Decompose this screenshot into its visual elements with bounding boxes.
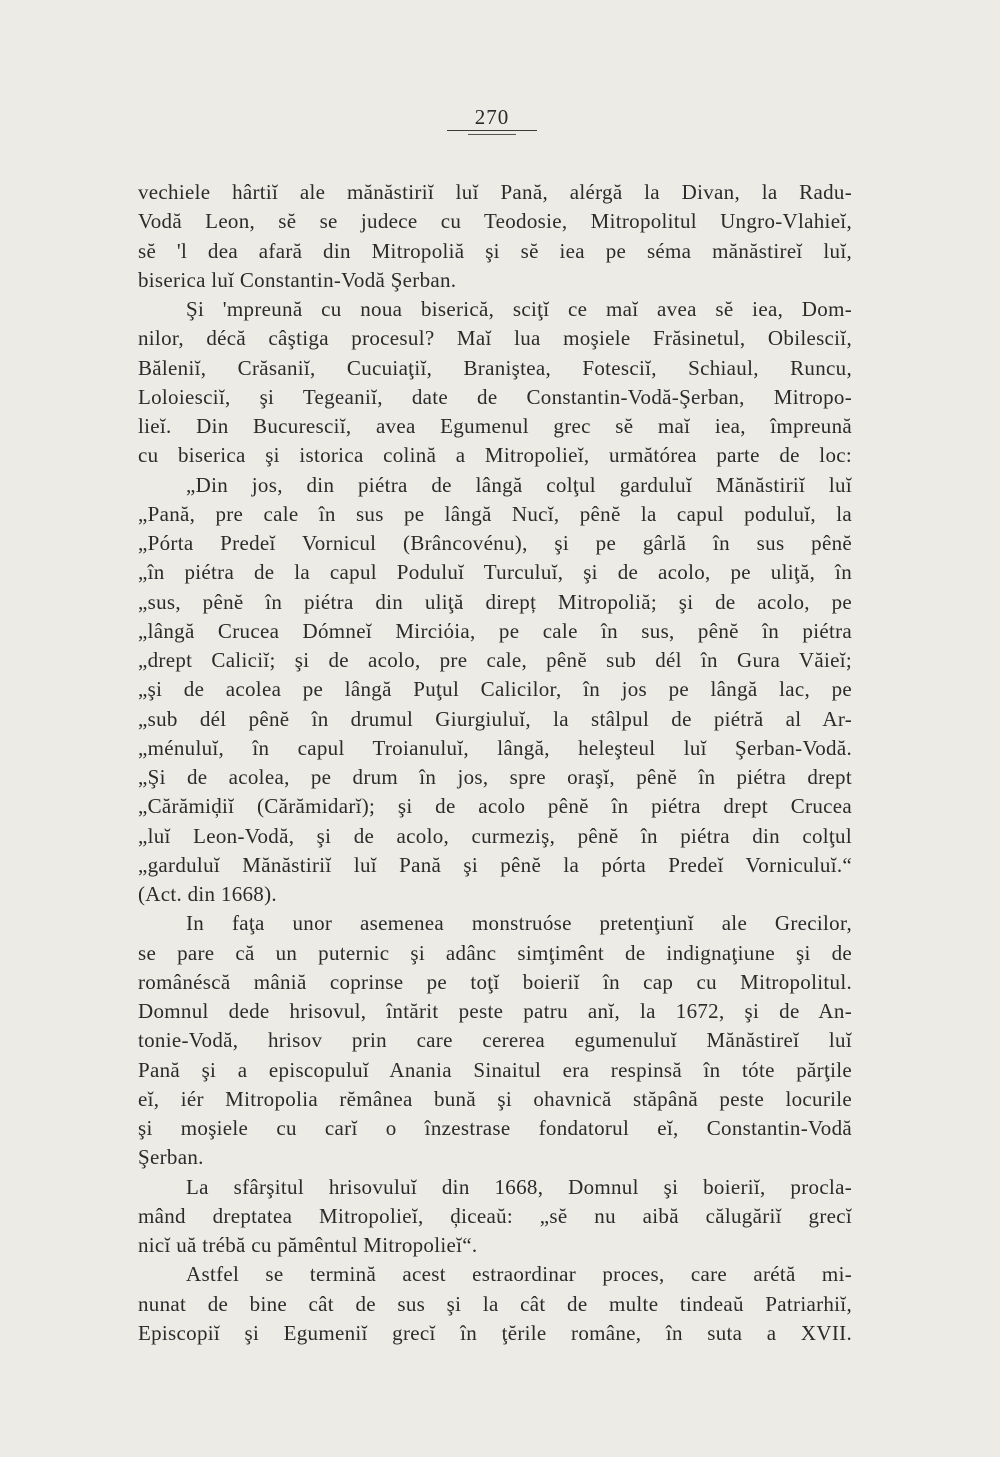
text-line: „sus, pênĕ în piétra din uliţă direpț Mitropoliă; şi de acolo, pe [138, 589, 852, 614]
text-line: Vodă Leon, sĕ se judece cu Teodosie, Mitropolitul Ungro-Vlahieĭ, [138, 209, 852, 234]
text-line: se pare că un puternic şi adânc simţimênt de indignaţiune şi de [138, 940, 852, 965]
text-line: nicĭ uă trébă cu pămêntul Mitropolieĭ“. [138, 1233, 478, 1257]
text-line: românéscă mâniă coprinse pe toţĭ boieriĭ în cap cu Mitropolitul. [138, 969, 852, 994]
text-line: „şi de acolea pe lângă Puţul Calicilor, în jos pe lângă lac, pe [138, 677, 852, 702]
text-line: Astfel se termină acest estraordinar proces, care arétă mi- [186, 1262, 852, 1287]
page-number: 270 [474, 105, 510, 129]
text-line: Pană şi a episcopuluĭ Anania Sinaitul era respinsă în tóte părţile [138, 1057, 852, 1082]
text-line: (Act. din 1668). [138, 882, 277, 906]
text-line: La sfârşitul hrisovuluĭ din 1668, Domnul şi boieriĭ, procla- [186, 1174, 852, 1199]
body-text [138, 178, 852, 1348]
text-line: cu biserica şi istorica colină a Mitropolieĭ, următórea parte de loc: [138, 443, 852, 468]
text-line: In faţa unor asemenea monstruóse pretenţiunĭ ale Grecilor, [186, 911, 852, 936]
text-line: Loloiesciĭ, şi Tegeaniĭ, date de Constantin-Vodă-Şerban, Mitropo- [138, 384, 852, 409]
text-line: Şerban. [138, 1145, 204, 1170]
text-line: Domnul dede hrisovul, întărit peste patru anĭ, la 1672, şi de An- [138, 999, 852, 1023]
text-line: „Pórta Predeĭ Vornicul (Brâncovénu), şi pe gârlă în sus pênĕ [138, 531, 852, 555]
text-line: „luĭ Leon-Vodă, şi de acolo, curmeziş, pênĕ în piétra din colţul [138, 823, 852, 848]
text-line: „drept Caliciĭ; şi de acolo, pre cale, pênĕ sub dél în Gura Văieĭ; [138, 648, 852, 672]
header-rule-short [468, 134, 516, 135]
text-line: „garduluĭ Mănăstiriĭ luĭ Pană şi pênĕ la pórta Predeĭ Vorniculuĭ.“ [138, 852, 852, 877]
text-line: Episcopiĭ şi Egumeniĭ grecĭ în ţĕrile române, în suta a XVII. [138, 1320, 852, 1345]
text-line: tonie-Vodă, hrisov prin care cererea egumenuluĭ Mănăstireĭ luĭ [138, 1028, 852, 1053]
text-line: „Din jos, din piétra de lângă colţul garduluĭ Mănăstiriĭ luĭ [186, 472, 852, 497]
text-line: nilor, décă câştiga procesul? Maĭ lua moşiele Frăsinetul, Obilesciĭ, [138, 326, 852, 351]
text-line: mând dreptatea Mitropolieĭ, ḑiceaŭ: „sĕ nu aibă călugăriĭ grecĭ [138, 1203, 852, 1228]
text-line: Şi 'mpreună cu noua biserică, sciţĭ ce maĭ avea sĕ iea, Dom- [186, 297, 852, 321]
text-line: lieĭ. Din Bucuresciĭ, avea Egumenul grec sĕ maĭ iea, împreună [138, 414, 852, 438]
text-line: „în piétra de la capul Poduluĭ Turculuĭ, şi de acolo, pe uliţă, în [138, 560, 852, 585]
text-line: sĕ 'l dea afară din Mitropoliă şi sĕ iea pe séma mănăstireĭ luĭ, [138, 238, 852, 263]
text-line: biserica luĭ Constantin-Vodă Şerban. [138, 267, 457, 292]
text-line: nunat de bine cât de sus şi la cât de multe tindeaŭ Patriarhiĭ, [138, 1291, 852, 1316]
text-line: „lângă Crucea Dómneĭ Mirciόia, pe cale în sus, pênĕ în piétra [138, 618, 852, 643]
text-line: „sub dél pênĕ în drumul Giurgiuluĭ, la stâlpul de piétră al Ar- [138, 706, 852, 731]
text-line: şi moşiele cu carĭ o înzestrase fondatorul eĭ, Constantin-Vodă [138, 1116, 852, 1140]
text-line: „Cărămiḑiĭ (Cărămidarĭ); şi de acolo pênĕ în piétra drept Crucea [138, 794, 852, 819]
text-line: eĭ, iér Mitropolia rĕmânea bună şi ohavnică stăpână peste locurile [138, 1086, 852, 1111]
text-line: „Şi de acolea, pe drum în jos, spre oraşĭ, pênĕ în piétra drept [138, 765, 852, 789]
header-rule [447, 130, 537, 131]
text-line: „ménuluĭ, în capul Troianuluĭ, lângă, heleşteul luĭ Şerban-Vodă. [138, 735, 852, 760]
text-line: „Pană, pre cale în sus pe lângă Nucĭ, pênĕ la capul poduluĭ, la [138, 501, 852, 526]
page-header [444, 104, 540, 135]
text-line: Băleniĭ, Crăsaniĭ, Cucuiaţiĭ, Branişteа, Fotesciĭ, Schiaul, Runcu, [138, 355, 852, 380]
text-line: vechiele hârtiĭ ale mănăstiriĭ luĭ Pană, alérgă la Divan, la Radu- [138, 180, 852, 204]
